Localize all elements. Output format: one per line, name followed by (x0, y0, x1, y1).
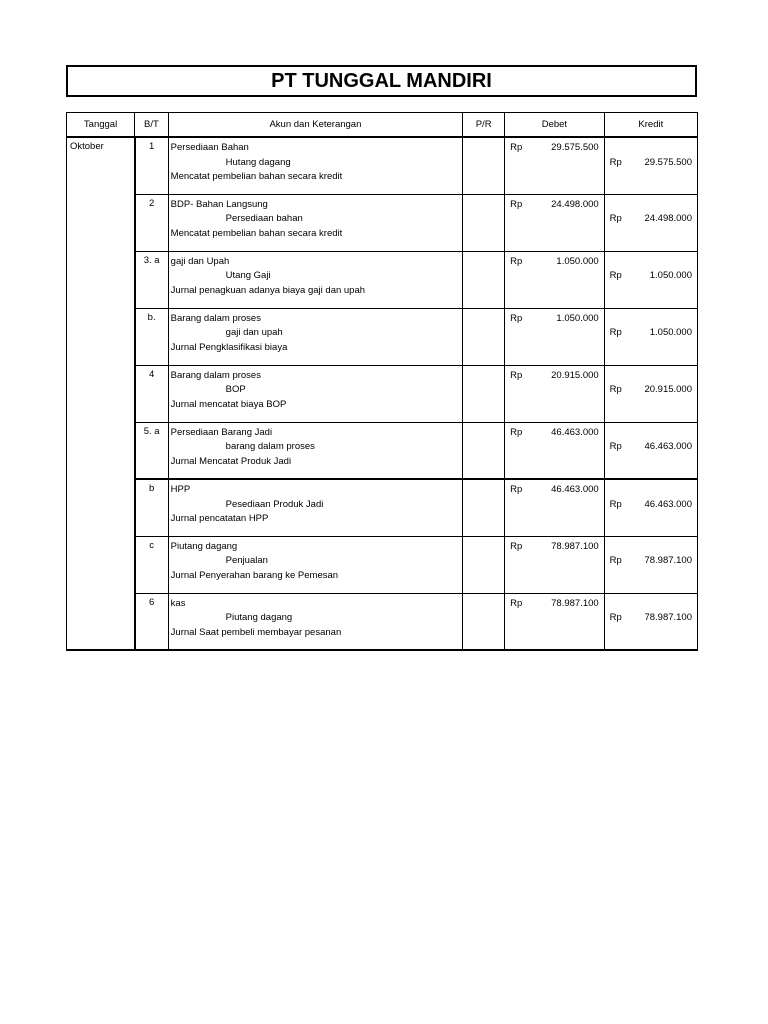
pr-cell (463, 365, 505, 422)
tanggal-cell (67, 365, 135, 422)
currency-label: Rp (609, 612, 622, 623)
bt-cell: 1 (135, 137, 169, 194)
tanggal-cell (67, 536, 135, 593)
debet-cell (505, 536, 605, 593)
debet-amount: 29.575.500 (551, 142, 599, 153)
kredit-amount: 78.987.100 (644, 555, 692, 566)
debit-account: Barang dalam proses (170, 369, 261, 381)
debet-cell (505, 194, 605, 251)
kredit-amount: 24.498.000 (644, 213, 692, 224)
akun-cell (168, 137, 463, 194)
credit-account: gaji dan upah (225, 327, 283, 338)
bt-cell: b (135, 479, 169, 536)
tanggal-cell (67, 308, 135, 365)
entry-note: Mencatat pembelian bahan secara kredit (170, 227, 343, 239)
entry-note: Jurnal Penyerahan barang ke Pemesan (170, 569, 339, 581)
debet-cell (505, 251, 605, 308)
entry-note: Jurnal penagkuan adanya biaya gaji dan upah (170, 284, 366, 296)
pr-cell (463, 593, 505, 650)
header-tanggal: Tanggal (67, 113, 135, 138)
entry-note: Jurnal Mencatat Produk Jadi (170, 455, 292, 467)
kredit-cell (604, 536, 697, 593)
kredit-amount: 1.050.000 (649, 327, 692, 338)
debet-amount: 1.050.000 (556, 255, 599, 267)
debet-amount: 1.050.000 (556, 312, 599, 324)
currency-label: Rp (510, 255, 523, 267)
currency-label: Rp (609, 441, 622, 452)
kredit-cell (604, 194, 697, 251)
credit-account: Pesediaan Produk Jadi (225, 498, 324, 510)
debit-account: Piutang dagang (170, 540, 238, 552)
bt-cell: 3. a (135, 251, 169, 308)
journal-row (67, 536, 698, 593)
currency-label: Rp (609, 270, 622, 281)
kredit-amount: 29.575.500 (644, 156, 692, 168)
entry-note: Jurnal Pengklasifikasi biaya (170, 341, 288, 353)
currency-label: Rp (510, 484, 523, 495)
akun-cell (168, 308, 463, 365)
journal-row (67, 479, 698, 536)
debet-cell (505, 593, 605, 650)
kredit-cell (604, 365, 697, 422)
entry-note: Jurnal Saat pembeli membayar pesanan (170, 626, 342, 638)
header-kredit: Kredit (604, 113, 697, 138)
journal-body (67, 137, 698, 650)
journal-table (66, 112, 698, 651)
bt-cell: 6 (135, 593, 169, 650)
kredit-amount: 46.463.000 (644, 498, 692, 510)
kredit-cell (604, 593, 697, 650)
header-row (67, 113, 698, 138)
entry-note: Jurnal mencatat biaya BOP (170, 398, 287, 410)
pr-cell (463, 536, 505, 593)
pr-cell (463, 251, 505, 308)
debet-cell (505, 422, 605, 479)
pr-cell (463, 194, 505, 251)
currency-label: Rp (609, 213, 622, 224)
tanggal-cell (67, 479, 135, 536)
akun-cell (168, 479, 463, 536)
tanggal-cell (67, 422, 135, 479)
journal-row (67, 137, 698, 194)
akun-cell (168, 365, 463, 422)
akun-cell (168, 593, 463, 650)
currency-label: Rp (609, 555, 622, 566)
kredit-cell (604, 308, 697, 365)
header-bt: B/T (135, 113, 169, 138)
currency-label: Rp (609, 156, 622, 168)
kredit-amount: 1.050.000 (649, 270, 692, 281)
credit-account: BOP (225, 384, 246, 395)
debit-account: BDP- Bahan Langsung (170, 198, 268, 210)
currency-label: Rp (510, 142, 523, 153)
debet-amount: 20.915.000 (551, 369, 599, 381)
debet-cell (505, 137, 605, 194)
month-label: Oktober (70, 141, 104, 152)
debet-cell (505, 308, 605, 365)
currency-label: Rp (609, 327, 622, 338)
debit-account: gaji dan Upah (170, 255, 230, 267)
currency-label: Rp (510, 198, 523, 210)
header-pr: P/R (463, 113, 505, 138)
journal-row (67, 194, 698, 251)
tanggal-cell (67, 194, 135, 251)
debet-cell (505, 365, 605, 422)
debet-amount: 46.463.000 (551, 426, 599, 438)
kredit-cell (604, 422, 697, 479)
currency-label: Rp (510, 312, 523, 324)
entry-note: Mencatat pembelian bahan secara kredit (170, 171, 343, 182)
bt-cell: 2 (135, 194, 169, 251)
header-akun: Akun dan Keterangan (168, 113, 463, 138)
tanggal-cell (67, 251, 135, 308)
pr-cell (463, 308, 505, 365)
journal-row (67, 593, 698, 650)
debit-account: Persediaan Bahan (170, 142, 249, 153)
debit-account: Barang dalam proses (170, 312, 261, 324)
pr-cell (463, 479, 505, 536)
kredit-cell (604, 137, 697, 194)
debit-account: HPP (170, 484, 191, 495)
debit-account: Persediaan Barang Jadi (170, 426, 273, 438)
kredit-amount: 20.915.000 (644, 384, 692, 395)
akun-cell (168, 251, 463, 308)
journal-row (67, 251, 698, 308)
akun-cell (168, 422, 463, 479)
entry-note: Jurnal pencatatan HPP (170, 513, 269, 524)
pr-cell (463, 137, 505, 194)
kredit-amount: 46.463.000 (644, 441, 692, 452)
journal-row (67, 365, 698, 422)
debet-amount: 78.987.100 (551, 540, 599, 552)
currency-label: Rp (609, 498, 622, 510)
debet-amount: 78.987.100 (551, 597, 599, 609)
journal-row (67, 308, 698, 365)
akun-cell (168, 194, 463, 251)
currency-label: Rp (510, 540, 523, 552)
kredit-amount: 78.987.100 (644, 612, 692, 623)
credit-account: Hutang dagang (225, 156, 291, 168)
currency-label: Rp (510, 597, 523, 609)
currency-label: Rp (510, 369, 523, 381)
bt-cell: 5. a (135, 422, 169, 479)
pr-cell (463, 422, 505, 479)
tanggal-cell (67, 137, 135, 194)
credit-account: Persediaan bahan (225, 213, 303, 224)
bt-cell: b. (135, 308, 169, 365)
kredit-cell (604, 479, 697, 536)
debit-account: kas (170, 597, 186, 609)
bt-cell: c (135, 536, 169, 593)
akun-cell (168, 536, 463, 593)
company-title: PT TUNGGAL MANDIRI (66, 65, 697, 97)
debet-cell (505, 479, 605, 536)
credit-account: Penjualan (225, 555, 268, 566)
bt-cell: 4 (135, 365, 169, 422)
credit-account: barang dalam proses (225, 441, 315, 452)
currency-label: Rp (510, 426, 523, 438)
credit-account: Piutang dagang (225, 612, 293, 623)
header-debet: Debet (505, 113, 605, 138)
tanggal-cell (67, 593, 135, 650)
kredit-cell (604, 251, 697, 308)
currency-label: Rp (609, 384, 622, 395)
debet-amount: 24.498.000 (551, 198, 599, 210)
journal-row (67, 422, 698, 479)
credit-account: Utang Gaji (225, 270, 271, 281)
debet-amount: 46.463.000 (551, 484, 599, 495)
